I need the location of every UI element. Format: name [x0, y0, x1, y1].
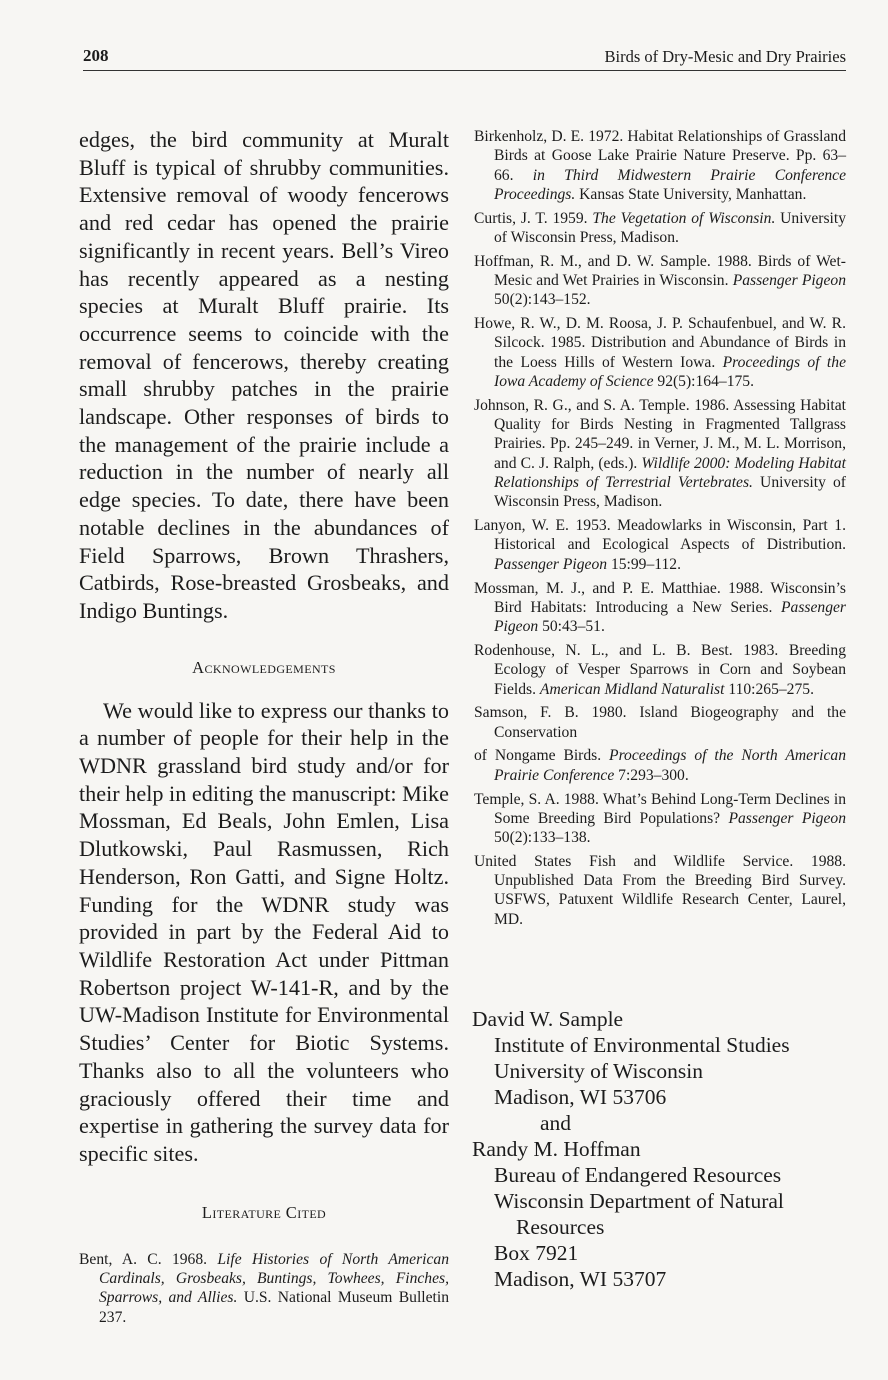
reference-item: Rodenhouse, N. L., and L. B. Best. 1983. Breeding Ecology of Vesper Sparrows in Corn and Soybean Fields. American Midland Naturalist 110:265–275.	[474, 641, 846, 698]
reference-item: Samson, F. B. 1980. Island Biogeography and the Conservation	[474, 704, 846, 741]
reference-item: United States Fish and Wildlife Service. 1988. Unpublished Data From the Breeding Bird Survey. USFWS, Patuxent Wildlife Research Center, Laurel, MD.	[474, 852, 846, 928]
address-line: University of Wisconsin	[494, 1059, 703, 1083]
address-line: Madison, WI 53707	[494, 1267, 667, 1291]
reference-item: Bent, A. C. 1968. Life Histories of North American Cardinals, Grosbeaks, Buntings, Towhees, Finches, Sparrows, and Allies. U.S. National Museum Bulletin 237.	[79, 1250, 449, 1326]
running-head: Birds of Dry-Mesic and Dry Prairies	[604, 47, 846, 66]
acknowledgements-text: We would like to express our thanks to a number of people for their help in the WDNR grassland bird study and/or for their help in editing the manuscript: Mike Mossman, Ed Beals, John Emlen, Lisa Dlutkowski, Paul Rasmussen, Rich Henderson, Ron Gatti, and Signe Holtz. Funding for the WDNR study was provided in part by the Federal Aid to Wildlife Restoration Act under Pittman Robertson project W-141-R, and by the UW-Madison Institute for Environmental Studies’ Center for Biotic Systems. Thanks also to all the volunteers who graciously offered their time and expertise in gathering the survey data for specific sites.	[79, 697, 449, 1166]
author-name: David W. Sample	[472, 1007, 624, 1031]
references-column	[474, 127, 846, 934]
address-line: Institute of Environmental Studies	[494, 1033, 790, 1057]
page-header	[83, 40, 846, 71]
continued-paragraph: edges, the bird community at Muralt Bluff is typical of shrubby communities. Extensive removal of woody fencerows and red cedar has opened the prairie significantly in recent years. Bell’s Vireo has recently appeared as a nesting species at Muralt Bluff prairie. Its occurrence seems to coincide with the removal of fencerows, thereby creating small shrubby patches in the prairie landscape. Other responses of birds to the management of the prairie include a reduction in the number of nearly all edge species. To date, there have been notable declines in the abundances of Field Sparrows, Brown Thrashers, Catbirds, Rose-breasted Grosbeaks, and Indigo Buntings.	[79, 127, 449, 623]
author-addresses	[472, 1006, 852, 1292]
reference-item: Mossman, M. J., and P. E. Matthiae. 1988. Wisconsin’s Bird Habitats: Introducing a New Series. Passenger Pigeon 50:43–51.	[474, 579, 846, 636]
conjunction: and	[540, 1111, 572, 1135]
reference-item: Lanyon, W. E. 1953. Meadowlarks in Wisconsin, Part 1. Historical and Ecological Aspects of Distribution. Passenger Pigeon 15:99–112.	[474, 517, 846, 573]
address-line: Wisconsin Department of Natural	[494, 1189, 784, 1213]
reference-item: Birkenholz, D. E. 1972. Habitat Relationships of Grassland Birds at Goose Lake Prairie Nature Preserve. Pp. 63–66. in Third Midwestern Prairie Conference Proceedings. Kansas State University, Manhattan.	[474, 128, 846, 203]
reference-item: of Nongame Birds. Proceedings of the North American Prairie Conference 7:293–300.	[474, 747, 846, 784]
address-line: Box 7921	[494, 1241, 579, 1265]
address-line: Resources	[516, 1215, 605, 1239]
reference-item: Johnson, R. G., and S. A. Temple. 1986. Assessing Habitat Quality for Birds Nesting in Fragmented Tallgrass Prairies. Pp. 245–249. in Verner, J. M., M. L. Morrison, and C. J. Ralph, (eds.). Wildlife 2000: Modeling Habitat Relationships of Terrestrial Vertebrates. University of Wisconsin Press, Madison.	[474, 396, 847, 511]
address-line: Madison, WI 53706	[494, 1085, 667, 1109]
acknowledgements-heading: Acknowledgements	[192, 657, 336, 677]
reference-item: Howe, R. W., D. M. Roosa, J. P. Schaufenbuel, and W. R. Silcock. 1985. Distribution and Abundance of Birds in the Loess Hills of Western Iowa. Proceedings of the Iowa Academy of Science 92(5):164–175.	[474, 315, 846, 391]
reference-item: Temple, S. A. 1988. What’s Behind Long-Term Declines in Some Breeding Bird Populations? Passenger Pigeon 50(2):133–138.	[474, 790, 846, 847]
author-name: Randy M. Hoffman	[472, 1137, 641, 1161]
reference-item: Hoffman, R. M., and D. W. Sample. 1988. Birds of Wet-Mesic and Wet Prairies in Wisconsin. Passenger Pigeon 50(2):143–152.	[474, 252, 846, 309]
literature-cited-heading: Literature Cited	[201, 1202, 327, 1222]
reference-item: Curtis, J. T. 1959. The Vegetation of Wisconsin. University of Wisconsin Press, Madison.	[474, 209, 847, 246]
left-column	[79, 126, 449, 1327]
address-line: Bureau of Endangered Resources	[494, 1163, 782, 1187]
page-number: 208	[83, 46, 109, 65]
